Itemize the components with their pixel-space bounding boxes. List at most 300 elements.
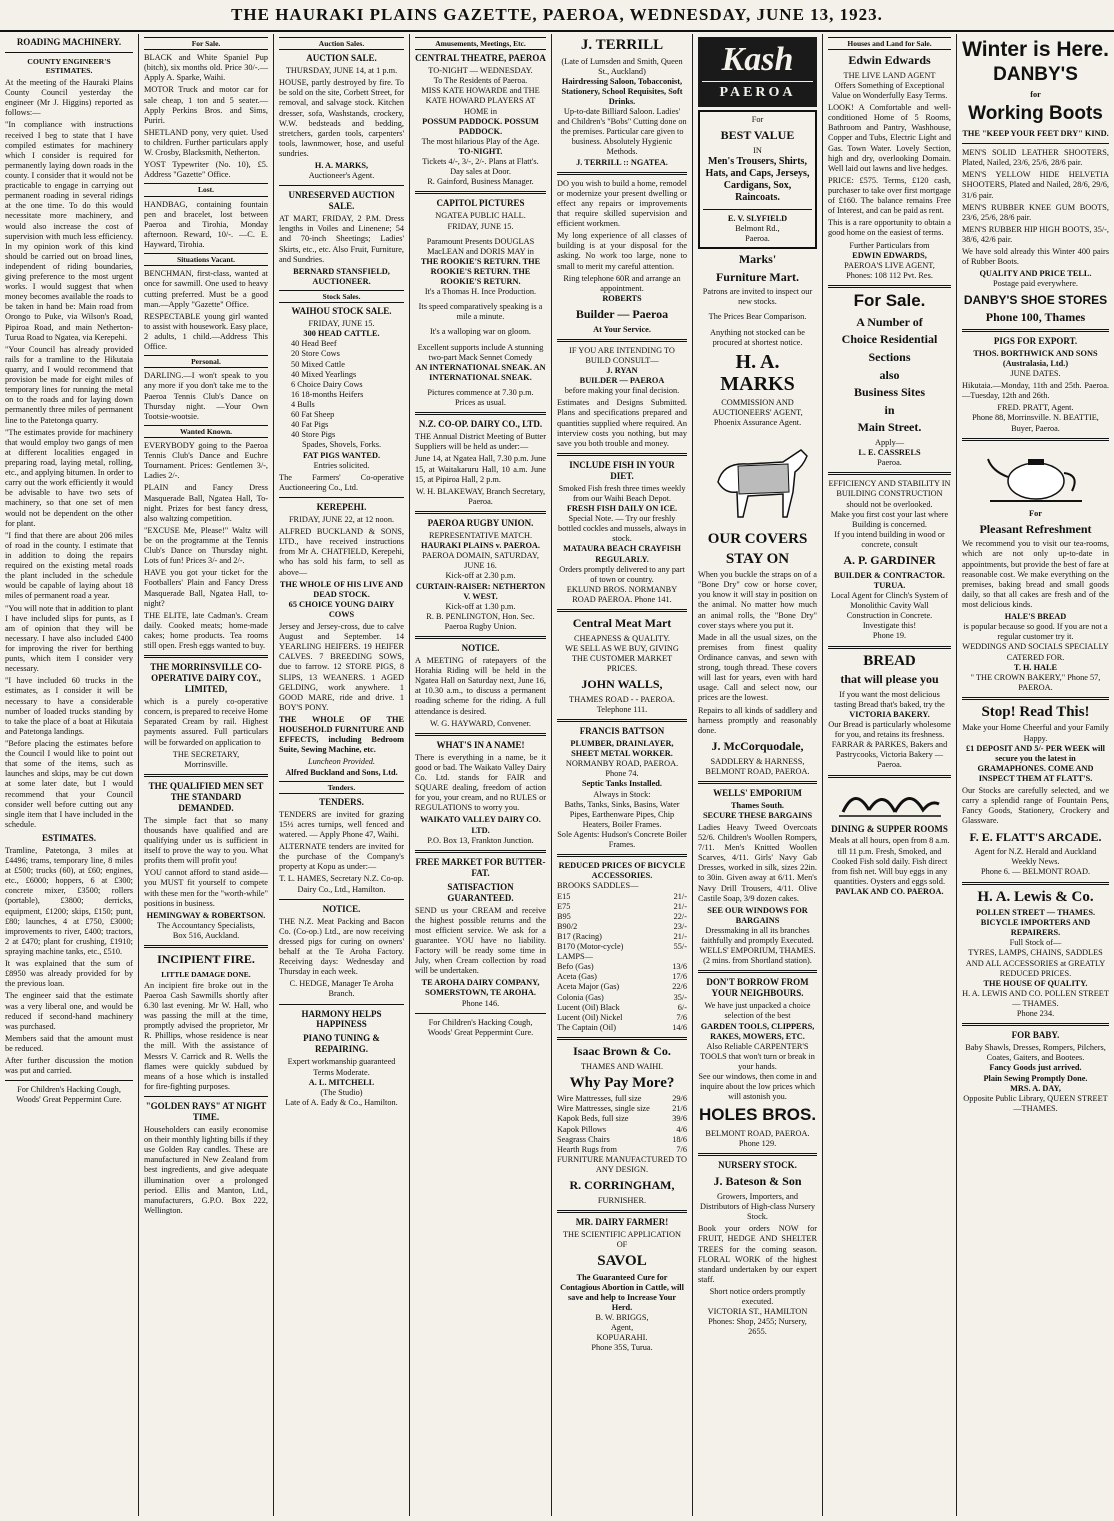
ad-heading: DINING & SUPPER ROOMS — [831, 823, 948, 834]
ad-text: Box 516, Auckland. — [172, 930, 240, 940]
section-heading: Houses and Land for Sale. — [828, 37, 951, 50]
price-row — [557, 912, 687, 922]
ad-text: BERNARD STANSFIELD, AUCTIONEER. — [293, 266, 390, 286]
ad-text: R. B. PENLINGTON, Hon. Sec. Paeroa Rugby Union. — [426, 611, 535, 631]
ad-text: Baths, Tanks, Sinks, Basins, Water Pipes, Earthenware Pipes, Chip Heaters, Boiler Frames. — [564, 799, 680, 829]
ad-text: Spades, Shovels, Forks. — [301, 440, 382, 450]
item-price: 22/- — [673, 911, 687, 921]
ad-heading: N.Z. CO-OP. DAIRY CO., LTD. — [418, 419, 543, 430]
ad-text: EDWIN EDWARDS, — [852, 250, 927, 260]
ad-heading: UNRESERVED AUCTION SALE. — [288, 190, 395, 212]
ad-text: Ladies Heavy Tweed Overcoats 52/6. Children's Woollen Rompers, 7/11. Men's Knitted Woollen Scarves, 4/11. Girls' Navy Gab Dresses, worked in silk, sizes 22in. to 30in. Given away at 6/11. Men's Navy Drill Trousers, 4/11. Olive Castile Soap, 3/9 dozen cakes. — [698, 822, 817, 903]
ad-text: Phoenix Assurance Agent. — [713, 418, 802, 428]
list-item: 20 Store Cows — [291, 349, 340, 359]
ad-text: BELMONT ROAD, PAEROA. Phone 129. — [705, 1129, 810, 1149]
ad-text: in — [884, 402, 895, 417]
ad-text: Excellent supports include A stunning two-part Mack Sennet Comedy — [417, 342, 544, 362]
ad-text: FURNITURE MANUFACTURED TO ANY DESIGN. — [557, 1154, 687, 1175]
ad-text: THAMES ROAD - - PAEROA. — [569, 694, 675, 704]
item-price: 21/- — [673, 931, 687, 941]
item-price: 7/6 — [676, 1144, 687, 1154]
ad-text: Sections — [868, 349, 911, 364]
ad-heading: MR. DAIRY FARMER! — [575, 1216, 669, 1227]
footer-ad: Woods' Great Peppermint Cure. — [16, 1095, 122, 1105]
ad-heading: F. E. FLATT'S ARCADE. — [969, 829, 1102, 844]
ad-text: Phone 234. — [1016, 1009, 1055, 1019]
item-price: 39/6 — [672, 1114, 687, 1124]
ad-heading: WELLS' EMPORIUM — [713, 787, 802, 798]
ad-text: QUALITY AND PRICE TELL. — [979, 269, 1092, 279]
ad-text: Builder — Paeroa — [575, 307, 669, 322]
ad-text: Our Stocks are carefully selected, and we carry a splendid range of Fountain Pens, Fancy Goods, Stationery, Crockery and Glassware. — [962, 786, 1109, 826]
section-heading: Amusements, Meetings, Etc. — [415, 37, 546, 50]
item-label: B17 (Racing) — [557, 931, 602, 941]
ad-text: Phones: 108 112 Pvt. Res. — [846, 270, 933, 280]
ad-text: Phones: Shop, 2455; Nursery, 2655. — [708, 1317, 807, 1337]
price-row — [557, 1135, 687, 1145]
item-price: 6/- — [677, 1002, 687, 1012]
price-row — [557, 892, 687, 902]
item-label: B170 (Motor-cycle) — [557, 942, 624, 952]
article-headline: ROADING MACHINERY. — [16, 37, 122, 47]
item-label: B95 — [557, 911, 571, 921]
ad-text: Growers, Importers, and Distributors of High-class Nursery Stock. — [700, 1191, 815, 1222]
ad-text: DO you wish to build a home, remodel or modernize your present dwelling or effect any repairs or improvements that require skilled supervision and efficient workmen. — [557, 178, 687, 229]
ad-heading: Phone 100, Thames — [985, 310, 1086, 325]
divider — [415, 733, 546, 736]
ad-text: before making your final decision. — [564, 386, 680, 396]
classified-ad: HAVE you got your ticket for the Footballers' Plain and Fancy Dress Masquerade Ball, Ngatea Hall, to-night? — [144, 568, 268, 608]
ad-heading: DANBY'S — [993, 64, 1078, 86]
ad-text: L. E. CASSRELS — [858, 448, 921, 458]
ad-heading: KEREPEHI. — [316, 501, 367, 512]
ad-heading: BREAD — [863, 652, 916, 669]
ad-text: 300 HEAD CATTLE. — [303, 329, 380, 339]
divider — [279, 899, 404, 900]
divider — [144, 1096, 268, 1097]
ad-text: H. A. LEWIS AND CO. POLLEN STREET — THAMES. — [962, 988, 1109, 1009]
ad-text: P.O. Box 13, Frankton Junction. — [427, 835, 534, 845]
ad-heading: SAVOL — [597, 1253, 647, 1270]
ad-text: PAEROA'S LIVE AGENT, — [844, 260, 935, 270]
teapot-icon — [1008, 463, 1064, 499]
ad-heading: FRANCIS BATTSON — [579, 726, 665, 736]
ad-text: Made in all the usual sizes, on the premises from finest quality Ordinance canvas, and sewn with strong, tough thread. These covers will last for years, even with hard usage. Call and select now, our prices are the lowest. — [698, 632, 817, 703]
ad-text: FRED. PRATT, Agent. — [997, 403, 1074, 413]
ad-text: Its speed comparatively speaking is a mile a minute. — [418, 302, 543, 322]
horse-cover-illustration — [703, 432, 813, 527]
ad-heading: Winter is Here. — [962, 38, 1109, 61]
ad-text: Agent, — [610, 1323, 634, 1333]
ad-text: Thames South. — [730, 800, 785, 810]
price-row — [557, 902, 687, 912]
ad-text: Late of A. Eady & Co., Hamilton. — [285, 1097, 398, 1107]
item-price: 18/6 — [672, 1134, 687, 1144]
article-headline: INCIPIENT FIRE. — [157, 952, 255, 967]
ad-text: When you buckle the straps on of a "Bone Dry" cow or horse cover, you know it will stay in position on the animal. No matter how much an animal rolls, the "Bone Dry" cover stays where you put it. — [698, 570, 817, 630]
ad-text: R. Gainford, Business Manager. — [427, 177, 534, 187]
item-price: 4/6 — [676, 1124, 687, 1134]
teapot-lid — [1028, 459, 1044, 465]
ad-text: TO-NIGHT. — [458, 146, 503, 156]
ad-text: Smoked Fish fresh three times weekly from our Waihi Beach Depot. — [558, 483, 686, 503]
ad-text: which is a purely co-operative concern, is prepared to receive Home Separated Cream by rail. Highest payments assured. Full particulars will be forwarded on application to — [144, 697, 268, 747]
ad-text: Phone 88, Morrinsville. N. BEATTIE, Buyer, Paeroa. — [972, 413, 1099, 433]
item-label: Wire Mattresses, single size — [557, 1104, 650, 1114]
ad-text: Dressmaking in all its branches faithfully and promptly Executed. — [701, 926, 814, 946]
ad-text: Offers Something of Exceptional Value on Wonderfully Easy Terms. — [831, 80, 948, 100]
list-item: 40 Head Beef — [291, 339, 337, 349]
column-1 — [0, 34, 138, 1516]
price-row — [557, 1125, 687, 1135]
ad-text: There is everything in a name, be it good or bad. The Waikato Valley Dairy Co. Ltd. stands for FAIR and SQUARE dealing, freedom of action for you, your cream, and no RULES or REGULATIONS to worry you. — [415, 752, 546, 813]
ad-text: Pictures commence at 7.30 p.m. — [427, 388, 534, 398]
ad-heading: Stop! Read This! — [981, 703, 1090, 720]
price-row — [557, 1104, 687, 1114]
ad-text: Short notice orders promptly executed. — [709, 1286, 806, 1307]
ad-heading: PAEROA RUGBY UNION. — [427, 517, 534, 528]
ad-heading: PIANO TUNING & REPAIRING. — [303, 1033, 380, 1055]
ad-text: HAURAKI PLAINS v. PAEROA. — [420, 541, 540, 551]
footer-ad: For Children's Hacking Cough, — [17, 1085, 121, 1095]
ad-text: Phone 19. — [872, 631, 907, 641]
classified-ad: "EXCUSE Me, Please!" Waltz will be on the programme at the Tennis Club's Dance on Thursday night. Lots of fun! Prices 3/- and 2/-. — [144, 525, 268, 566]
item-price: 23/- — [673, 921, 687, 931]
ad-text: See our windows, then come in and inquire about the low prices which will astonish you. — [698, 1072, 817, 1102]
item-price: 35/- — [673, 992, 687, 1002]
ad-text: Tickets 4/-, 3/-, 2/-. Plans at Flatt's. Day sales at Door. — [422, 157, 539, 177]
ad-text: KOPUARAHI. — [596, 1333, 648, 1343]
ad-text: LAMPS— — [557, 952, 593, 962]
ad-heading: THE MORRINSVILLE CO-OPERATIVE DAIRY COY., LIMITED, — [150, 662, 262, 695]
ad-text: FRIDAY, JUNE 22, at 12 noon. — [288, 514, 395, 524]
article-subhead: COUNTY ENGINEER'S ESTIMATES. — [27, 56, 111, 76]
ad-text: POLLEN STREET — THAMES. — [975, 908, 1096, 918]
ad-text: BUILDER — PAEROA — [579, 376, 665, 386]
article-paragraph: "The estimates provide for machinery that would employ two gangs of men at different localities engaged in preparing road, laying metal, rolling, etc., and applying bitumen. In order to carry out the work efficiently it would be advisable to have two sets of machinery, so that one set of men would not be dependent on the other for plant. — [5, 427, 133, 528]
ad-text: Jersey and Jersey-cross, due to calve August and September. 14 YEARLING HEIFERS. 19 HEIFER CALVES. 7 BREEDING SOWS, due to farrow. 12 STORE PIGS, 8 SLIPS, 13 WEANERS. 1 AGED GELDING, work anywhere. 1 GOOD MARE, ride and drive. 1 BOY'S PONY. — [279, 622, 404, 712]
list-item: 40 Store Pigs — [291, 430, 336, 440]
ad-text: Patrons are invited to inspect our new stocks. — [702, 287, 813, 307]
ad-text: It's a Thomas H. Ince Production. — [424, 287, 537, 297]
ad-text: Paeroa. — [877, 458, 902, 468]
item-label: Hearth Rugs from — [557, 1144, 617, 1154]
ad-heading: H. A. Lewis & Co. — [977, 888, 1094, 905]
divider — [557, 453, 687, 456]
divider — [279, 497, 404, 498]
article-paragraph: "In compliance with instructions received I beg to state that I have compiled estimates for machinery which I consider is required for permanently laying down roads in the county. I consider that it would not be practicable to engage in carrying out permanent roading in several ridings at the one time. To do this would necessitate more machinery, and would also increase the cost of supervision with much less efficiency. In my opinion work of this kind should be carried out on broad lines, independent of riding boundaries, giving preference to the most urgent works. I would suggest that when money becomes available the roads to be taken in hand be: Main road from Orongo to Puke, via Wilson's Road, Pipiroa Road, and main Netherton-Turua Road to Ngatea, via Kerepehi. — [5, 120, 133, 342]
ad-text: My long experience of all classes of building is at your disposal for the asking. No work too large, none to small to merit my careful attention. — [557, 231, 687, 271]
ad-text: AN INTERNATIONAL SNEAK. AN INTERNATIONAL SNEAK. — [415, 362, 546, 382]
divider — [279, 1004, 404, 1005]
divider — [557, 1210, 687, 1213]
ad-heading: Furniture Mart. — [715, 269, 800, 284]
ad-heading: STAY ON — [725, 550, 790, 567]
ad-text: Prices as usual. — [455, 398, 506, 408]
ad-text: E. V. SLYFIELD — [727, 213, 788, 223]
ad-text: FRESH FISH DAILY ON ICE. — [566, 504, 678, 513]
classified-ad: DARLING.—I won't speak to you any more if you don't take me to the Paeroa Tennis Club's Dance on Thursday night. —Your Own Tootsie-wootsie. — [144, 371, 268, 421]
list-item: 60 Fat Sheep — [291, 410, 335, 420]
ad-text: " THE CROWN BAKERY," Phone 57, PAEROA. — [970, 672, 1101, 692]
item-price: 17/6 — [672, 972, 687, 982]
ad-text: WELLS' EMPORIUM, THAMES. (2 mins. from Shortland station). — [699, 946, 816, 966]
ad-heading: Working Boots — [968, 103, 1103, 125]
section-heading: Stock Sales. — [279, 290, 404, 303]
ad-heading: DON'T BORROW FROM YOUR NEIGHBOURS. — [706, 977, 809, 999]
ad-text: FARRAR & PARKES, Bakers and Pastrycooks, Victoria Bakery — Paeroa. — [831, 740, 948, 770]
ad-text: THE N.Z. Meat Packing and Bacon Co. (Co-op.) Ltd., are now receiving dressed pigs for curing on owners' behalf at the Te Aroha Factory. Receiving days: Wednesday and Thursday in each week. — [279, 916, 404, 977]
divider — [415, 850, 546, 853]
item-label: Aceta Major (Gas) — [557, 982, 620, 992]
ad-text: WAIKATO VALLEY DAIRY CO. LTD. — [420, 815, 541, 835]
ad-heading: DANBY'S SHOE STORES — [963, 292, 1108, 307]
ad-text: (Late of Lumsden and Smith, Queen St., Auckland) — [561, 56, 683, 76]
divider — [415, 1013, 546, 1014]
ad-text: T. L. HAMES, Secretary N.Z. Co-op. Dairy Co., Ltd., Hamilton. — [279, 874, 404, 894]
divider — [557, 609, 687, 612]
teapot-illustration — [976, 445, 1096, 505]
ad-text: Our Bread is particularly wholesome for you, and retains its freshness. — [828, 719, 951, 740]
divider — [962, 143, 1109, 144]
kash-town: PAEROA — [702, 81, 813, 101]
ad-heading: A. P. GARDINER — [843, 553, 936, 568]
divider — [698, 781, 817, 784]
item-label: Seagrass Chairs — [557, 1134, 610, 1144]
price-row — [557, 972, 687, 982]
ad-heading: R. CORRINGHAM, — [569, 1178, 675, 1193]
divider — [144, 774, 268, 777]
ad-text: We recommend you to visit our tea-rooms, which are not only up-to-date in appointments, but provide the best of fare at reasonable cost. We make everything on the premises, baking bread and small goods daily, so that all cakes are fresh and of the most delicious kinds. — [962, 539, 1109, 609]
item-label: Wire Mattresses, full size — [557, 1094, 642, 1104]
ad-text: Full Stock of— — [1009, 938, 1062, 948]
ad-text: Plain Sewing Promptly Done. — [983, 1073, 1088, 1083]
ad-text: EKLUND BROS. NORMANBY ROAD PAEROA. Phone 141. — [566, 584, 678, 604]
item-price: 21/6 — [672, 1104, 687, 1114]
article-paragraph: "Your Council has already provided rails for a tramline to the Hikutaia quarry, and I would recommend that provision be made for eight miles of temporary lines for running the metal on to the roads and for laying down permanently three miles of permanent line to the Patetonga quarry. — [5, 344, 133, 425]
ad-text: Phone 146. — [461, 998, 500, 1008]
item-price: 13/6 — [672, 962, 687, 972]
ad-heading: NOTICE. — [461, 643, 500, 654]
ad-text: A MEETING of ratepayers of the Horahia Riding will be held in the Ngatea Hall on Saturday next, June 16, at 10.30 a.m., to discuss a permanent roading scheme for the riding. A full attendance is desired. — [415, 656, 546, 716]
ad-text: JOHN WALLS, — [581, 677, 663, 692]
ad-text: FRIDAY, JUNE 15. — [447, 221, 514, 231]
ad-heading: Why Pay More? — [569, 1074, 675, 1091]
ad-heading: AUCTION SALE. — [306, 53, 377, 64]
ad-heading: Edwin Edwards — [848, 53, 931, 68]
ad-text: W. H. BLAKEWAY, Branch Secretary, Paeroa. — [415, 486, 546, 506]
ad-text: 65 CHOICE YOUNG DAIRY COWS — [288, 599, 395, 619]
ad-text: Opposite Public Library, QUEEN STREET—THAMES. — [963, 1093, 1108, 1113]
ad-text: FAT PIGS WANTED. — [302, 450, 381, 460]
classified-ad: BLACK and White Spaniel Pup (bitch), six months old. Price 30/-.—Apply A. Sparke, Waihi. — [144, 53, 268, 83]
section-heading: Wanted Known. — [144, 425, 268, 438]
ad-text: Repairs to all kinds of saddlery and harness promptly and reasonably done. — [698, 705, 817, 735]
price-row — [557, 962, 687, 972]
divider — [557, 1037, 687, 1040]
price-row — [557, 922, 687, 932]
classified-ad: YOST Typewriter (No. 10), £5. Address "Gazette" Office. — [144, 160, 268, 180]
ad-text: If you want the most delicious tasting Bread that's baked, try the — [834, 689, 945, 709]
divider — [962, 1023, 1109, 1026]
ad-text: SECURE THESE BARGAINS — [702, 810, 813, 820]
divider — [144, 945, 268, 948]
ad-heading: WAIHOU STOCK SALE. — [291, 306, 392, 317]
ad-text: PLUMBER, DRAINLAYER, SHEET METAL WORKER. — [570, 738, 674, 759]
ad-heading: Pleasant Refreshment — [979, 521, 1092, 536]
ad-heading: BEST VALUE — [720, 128, 795, 143]
ad-text: also — [879, 367, 900, 382]
ad-heading: NURSERY STOCK. — [718, 1160, 797, 1171]
article-headline: "GOLDEN RAYS" AT NIGHT TIME. — [145, 1101, 267, 1122]
ad-text: THE WHOLE OF HIS LIVE AND DEAD STOCK. — [279, 579, 404, 599]
classified-ad: PLAIN and Fancy Dress Masquerade Ball, Ngatea Hall, To-night. Prizes for best fancy dress, also waltzing competition. — [144, 483, 268, 523]
ad-text: THE HOUSE OF QUALITY. — [983, 978, 1088, 988]
price-row — [557, 1013, 687, 1023]
ad-text: Postage paid everywhere. — [992, 279, 1078, 289]
ad-text: CHEAPNESS & QUALITY. — [574, 633, 670, 643]
ad-text: Luncheon Provided. — [308, 757, 375, 767]
cover-icon — [738, 464, 789, 494]
ad-text: Belmont Rd., — [735, 223, 780, 233]
list-item: 40 Mixed Yearlings — [291, 369, 357, 379]
ad-text: ROBERTS — [602, 293, 642, 303]
ad-text: THAMES AND WAIHI. — [580, 1061, 664, 1071]
kash-logo — [698, 37, 817, 107]
ad-text: SEND us your CREAM and receive the highest possible returns and the most efficient service. We ask for a guarantee. YOU have no liability. Factory will be ready some time in July, when Cream collection by road will be undertaken. — [415, 905, 546, 976]
divider — [415, 636, 546, 639]
article-paragraph: "I find that there are about 206 miles of road in the county. I estimate that in addition to doing the repairs required on the existing metal roads the plant included in the schedule would be capable of laying about 18 miles of permanent road a year. — [5, 530, 133, 601]
ad-text: for — [1030, 89, 1041, 99]
item-label: Kapok Pillows — [557, 1124, 607, 1134]
ad-text: Anything not stocked can be procured at shortest notice. — [710, 327, 805, 347]
ad-text: It's a walloping war on gloom. — [429, 327, 532, 337]
item-price: 7/6 — [676, 1012, 687, 1022]
ad-text: Paeroa. — [745, 233, 770, 243]
section-heading: Personal. — [144, 355, 268, 368]
ad-text: £1 DEPOSIT AND 5/- PER WEEK will secure you the latest in GRAMAPHONES. COME AND INSPECT THEM AT FLATT'S. — [966, 743, 1105, 784]
ad-text: Make you first cost your last where Building is concerned. — [830, 509, 949, 529]
ad-heading: TENDERS. — [319, 796, 364, 807]
ad-heading: FOR BABY. — [1011, 1030, 1060, 1041]
ad-heading: Isaac Brown & Co. — [573, 1044, 671, 1059]
ad-text: Special Note. — Try our freshly bottled cockles and mussels, always in stock. — [557, 514, 687, 544]
ad-text: Further Particulars from — [849, 240, 930, 250]
ad-text: Expert workmanship guaranteed — [287, 1057, 396, 1067]
list-item: 40 Fat Pigs — [291, 420, 329, 430]
classified-ad: MOTOR Truck and motor car for sale cheap, 1 ton and 5 seater.—Apply Perkins Bros. and Sims, Puriri. — [144, 85, 268, 125]
ad-text: VICTORIA BAKERY. — [849, 709, 930, 719]
footer-ad: For Children's Hacking Cough, — [428, 1017, 533, 1027]
ad-text: Kick-off at 1.30 p.m. — [445, 601, 516, 611]
list-item: 6 Choice Dairy Cows — [291, 379, 363, 389]
item-label: The Captain (Oil) — [557, 1022, 616, 1032]
ad-text: We have sold already this Winter 400 pairs of Rubber Boots. — [962, 247, 1109, 267]
ad-text: WEDDINGS AND SOCIALS SPECIALLY CATERED FOR. — [962, 642, 1109, 662]
ad-text: J. TERRILL :: NGATEA. — [576, 157, 668, 167]
ad-heading: J. McCorquodale, — [711, 738, 804, 753]
estimates-text: Tramline, Patetonga, 3 miles at £4496; trams, temporary line, 8 miles at £500; trucks (60), at £60; engines, etc., £6000; hoppers, 6 at £300; concrete mixer, £3500; rollers (portable), £3800; derricks, equipment, £1200; skips, £150; punt, £80; launches, 4 at £750, £3000; improvements to river, £400; tractors, 2 at £470; plant for crushing, £1910; spraying machine tanks, etc., £510. — [5, 845, 133, 957]
section-heading: Situations Vacant. — [144, 253, 268, 266]
divider — [962, 882, 1109, 885]
divider — [415, 511, 546, 514]
column-4 — [409, 34, 551, 1516]
estimates-heading: ESTIMATES. — [41, 832, 97, 843]
ad-text: The Prices Bear Comparison. — [708, 312, 807, 322]
price-row — [557, 942, 687, 952]
price-row — [557, 993, 687, 1003]
article-paragraph: "I have included 60 trucks in the estimates, as I consider it will be necessary to have a considerable number of loaded trucks standing by to take the place of a boat at Hikutaia and Patetonga landings. — [5, 676, 133, 736]
ad-text: Men's Trousers, Shirts, Hats, and Caps, Jerseys, Cardigans, Sox, Raincoats. — [705, 155, 810, 204]
ad-text: THE WHOLE OF THE HOUSEHOLD FURNITURE AND EFFECTS, including Bedroom Suite, Sewing Machine, etc. — [279, 715, 404, 755]
ad-heading: J. Bateson & Son — [713, 1174, 802, 1189]
article-paragraph: After further discussion the motion was put and carried. — [5, 1056, 133, 1076]
ad-heading: THE QUALIFIED MEN SET THE STANDARD DEMANDED. — [148, 780, 264, 813]
divider — [415, 412, 546, 415]
classified-ad: RESPECTABLE young girl wanted to assist with housework. Easy place, 2 adults, 1 child.—Address This Office. — [144, 311, 268, 352]
article-paragraph: At the meeting of the Hauraki Plains County Council yesterday the engineer (Mr J. Higgins) reported as follows:— — [5, 77, 133, 118]
ad-text: Ring telephone 60R and arrange an appointment. — [563, 273, 681, 293]
ad-text: The most hilarious Play of the Age. — [421, 136, 540, 146]
price-row — [557, 932, 687, 942]
price-row — [557, 1023, 687, 1033]
item-label: Befo (Gas) — [557, 962, 594, 972]
footer-ad: Woods' Great Peppermint Cure. — [427, 1027, 534, 1037]
item-price: 22/6 — [672, 982, 687, 992]
ad-text: MEN'S YELLOW HIDE HELVETIA SHOOTERS, Plated and Nailed, 28/6, 29/6, 31/6 pair. — [962, 170, 1109, 200]
price-row — [557, 1114, 687, 1124]
ad-text: Up-to-date Billiard Saloon. Ladies' and Children's "Bobs" Cutting done on the premises. Particular care given to business. Absolutely Hygienic Methods. — [557, 107, 687, 157]
ad-text: Estimates and Designs Submitted. Plans and specifications prepared and quantities supplied where required. An interview costs you nothing, but may save you both trouble and money. — [557, 398, 687, 448]
ad-heading: SATISFACTION GUARANTEED. — [447, 881, 514, 903]
ad-text: The Farmers' Co-operative Auctioneering Co., Ltd. — [279, 472, 404, 492]
divider — [5, 52, 133, 53]
ad-text: For — [751, 115, 764, 125]
ad-text: Phone 6. — BELMONT ROAD. — [980, 867, 1091, 877]
divider — [415, 191, 546, 194]
item-label: Lucent (Oil) Nickel — [557, 1012, 623, 1022]
item-label: B90/2 — [557, 921, 578, 931]
ad-text: (The Studio) — [320, 1087, 363, 1097]
ad-text: Make your Home Cheerful and your Family Happy. — [962, 723, 1109, 743]
ad-text: BUILDER & CONTRACTOR. TURUA. — [834, 570, 945, 590]
classified-ad: BENCHMAN, first-class, wanted at once for sawmill. One used to heavy cutting preferred. Must be a good man.—Apply "Gazette" Office. — [144, 269, 268, 309]
article-paragraph: Householders can easily economise on their monthly lighting bills if they use Golden Ray candles. These are manufactured in New Zealand from best ingredients, and give adequate illumination over a prolonged period. Ellis and Manton, Ltd., manufacturers, G.P.O. Box 222, Wellington. — [144, 1124, 268, 1215]
masthead: THE HAURAKI PLAINS GAZETTE, PAEROA, WEDNESDAY, JUNE 13, 1923. — [0, 0, 1114, 32]
ad-text: Also Reliable CARPENTER'S TOOLS that won't turn or break in your hands. — [700, 1041, 815, 1072]
ad-heading: FREE MARKET FOR BUTTER-FAT. — [415, 856, 546, 878]
ad-text: TE AROHA DAIRY COMPANY, SOMERSTOWN, TE AROHA. — [421, 978, 540, 998]
ad-text: YOU cannot afford to stand aside—you MUST fit yourself to compete with these men for the "worth-while" positions in business. — [144, 868, 268, 908]
ad-text: Telephone 111. — [596, 704, 648, 714]
ad-heading: CAPITOL PICTURES — [436, 198, 525, 209]
ad-heading: that will please you — [840, 672, 939, 686]
classified-ad: HANDBAG, containing fountain pen and bracelet, lost between Paeroa and Tirohia, Monday afternoon. Reward, 10/-. —C. E. Hayward, Tirohia. — [144, 199, 268, 250]
ad-text: WE SELL AS WE BUY, GIVING THE CUSTOMER MARKET PRICES. — [565, 643, 679, 674]
ad-text: IN — [753, 145, 762, 155]
ad-text: W. G. HAYWARD, Convener. — [429, 718, 532, 728]
divider — [828, 472, 951, 475]
ad-heading: OUR COVERS — [707, 531, 808, 548]
price-row — [557, 982, 687, 992]
item-price: 55/- — [673, 942, 687, 952]
ad-text: To The Residents of Paeroa. — [433, 76, 528, 86]
article-paragraph: It was explained that the sum of £8950 was already provided for by the previous loan. — [5, 959, 133, 989]
ad-text: If you intend building in wood or concrete, consult — [834, 529, 945, 549]
ad-text: NGATEA PUBLIC HALL. — [435, 211, 526, 221]
ad-text: COMMISSION AND AUCTIONEERS' AGENT, — [712, 397, 803, 417]
item-label: Colonia (Gas) — [557, 992, 604, 1002]
